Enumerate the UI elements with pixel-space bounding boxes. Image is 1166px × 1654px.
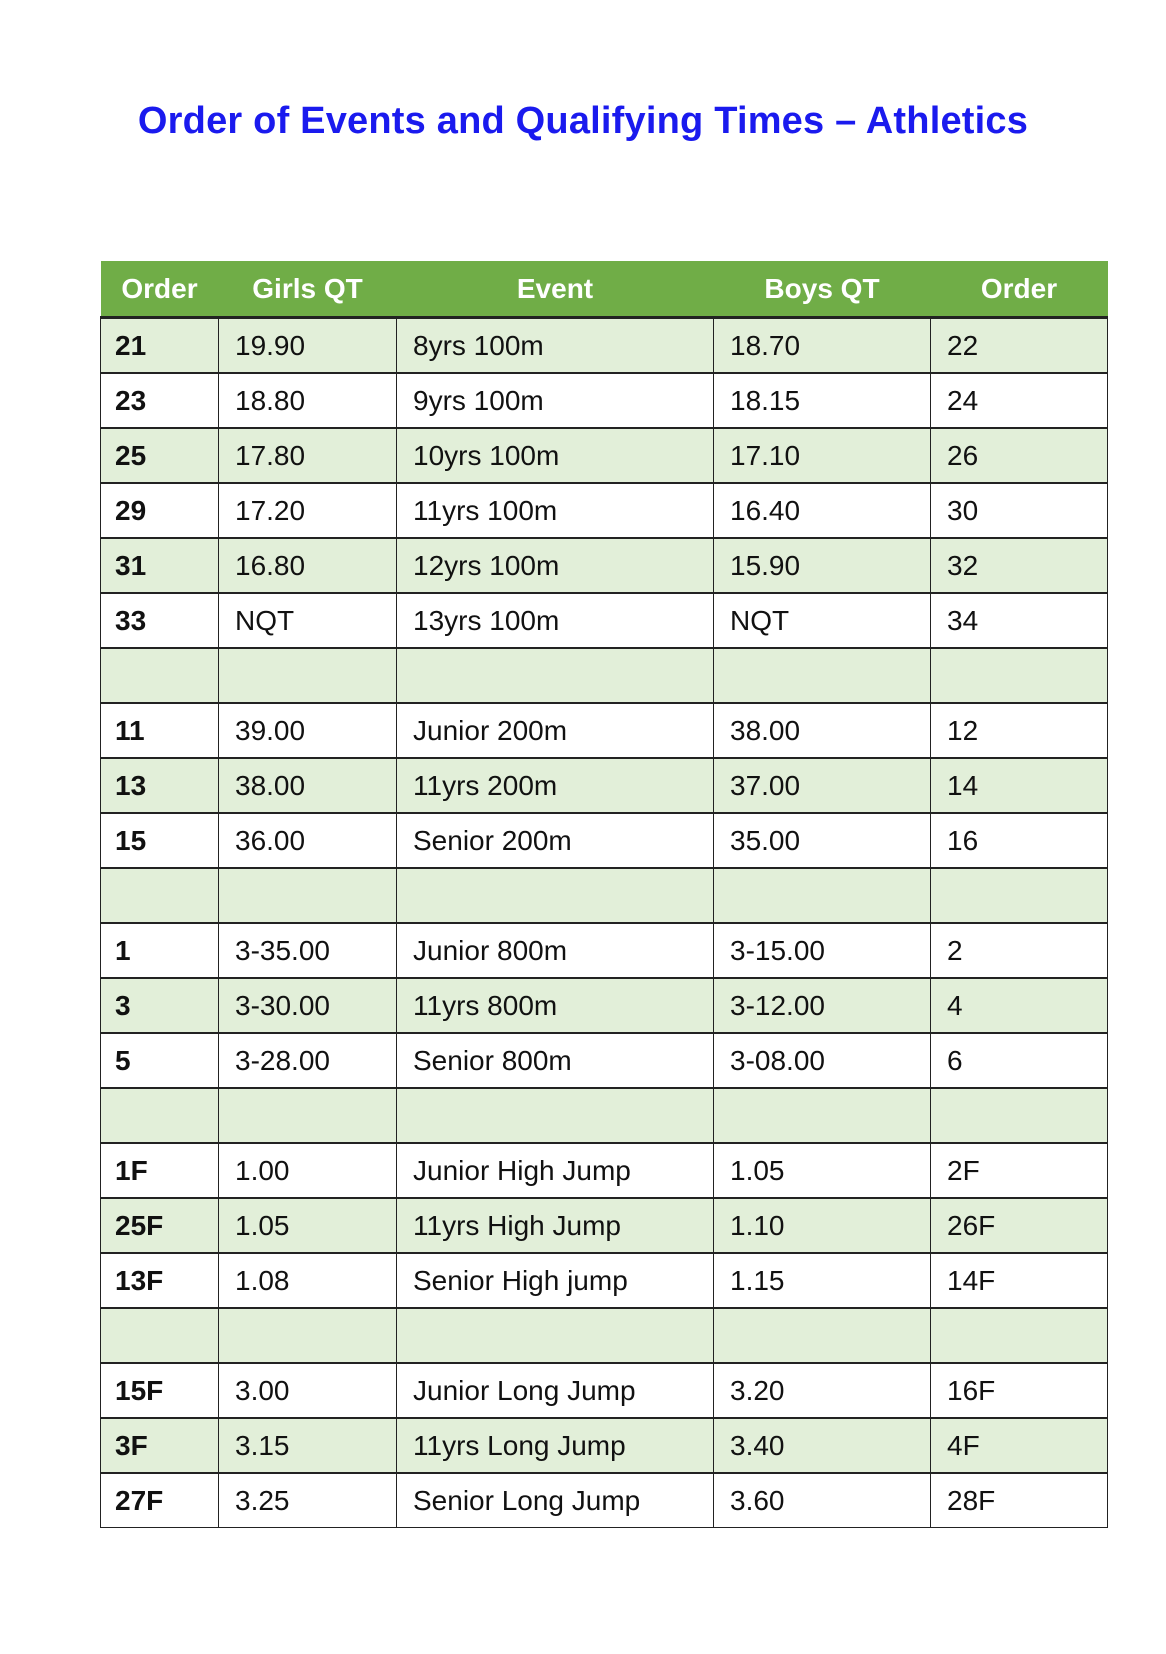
table-row (101, 868, 1108, 923)
boys-qt-cell: 17.10 (714, 428, 931, 483)
header-girls-qt: Girls QT (219, 261, 397, 318)
event-cell: 13yrs 100m (397, 593, 714, 648)
event-cell: Senior 800m (397, 1033, 714, 1088)
table-row (101, 648, 1108, 703)
girls-order-cell: 15 (101, 813, 219, 868)
boys-qt-cell: 18.15 (714, 373, 931, 428)
event-cell: 12yrs 100m (397, 538, 714, 593)
boys-qt-cell: 1.15 (714, 1253, 931, 1308)
girls-qt-cell: NQT (219, 593, 397, 648)
girls-order-cell: 29 (101, 483, 219, 538)
girls-order-cell: 3F (101, 1418, 219, 1473)
event-cell: 11yrs Long Jump (397, 1418, 714, 1473)
girls-qt-cell (219, 1308, 397, 1363)
table-row (101, 428, 1108, 483)
table-row (101, 1473, 1108, 1528)
girls-order-cell: 1 (101, 923, 219, 978)
girls-qt-cell: 3.25 (219, 1473, 397, 1528)
girls-qt-cell: 3-30.00 (219, 978, 397, 1033)
girls-order-cell: 25F (101, 1198, 219, 1253)
table-row (101, 593, 1108, 648)
event-cell: 11yrs 200m (397, 758, 714, 813)
table-row (101, 923, 1108, 978)
boys-qt-cell: 3-15.00 (714, 923, 931, 978)
table-row (101, 758, 1108, 813)
event-cell (397, 868, 714, 923)
boys-order-cell: 2F (931, 1143, 1108, 1198)
event-cell: Junior 800m (397, 923, 714, 978)
event-cell: 11yrs 800m (397, 978, 714, 1033)
boys-order-cell: 16F (931, 1363, 1108, 1418)
girls-qt-cell (219, 648, 397, 703)
table-row (101, 1198, 1108, 1253)
boys-qt-cell: 37.00 (714, 758, 931, 813)
table-row (101, 1253, 1108, 1308)
table-row (101, 1143, 1108, 1198)
boys-order-cell: 16 (931, 813, 1108, 868)
boys-qt-cell (714, 868, 931, 923)
boys-order-cell (931, 648, 1108, 703)
boys-qt-cell: 1.10 (714, 1198, 931, 1253)
girls-order-cell: 27F (101, 1473, 219, 1528)
event-cell (397, 648, 714, 703)
table-row (101, 978, 1108, 1033)
table-row (101, 703, 1108, 758)
header-girls-order: Order (101, 261, 219, 318)
boys-order-cell: 32 (931, 538, 1108, 593)
girls-qt-cell: 3-35.00 (219, 923, 397, 978)
event-cell: 11yrs 100m (397, 483, 714, 538)
boys-qt-cell (714, 648, 931, 703)
girls-order-cell: 31 (101, 538, 219, 593)
boys-qt-cell: 15.90 (714, 538, 931, 593)
girls-qt-cell: 36.00 (219, 813, 397, 868)
boys-order-cell: 4 (931, 978, 1108, 1033)
boys-order-cell: 6 (931, 1033, 1108, 1088)
boys-qt-cell: 35.00 (714, 813, 931, 868)
table-row (101, 373, 1108, 428)
girls-qt-cell: 16.80 (219, 538, 397, 593)
boys-qt-cell: 3.20 (714, 1363, 931, 1418)
boys-order-cell: 34 (931, 593, 1108, 648)
boys-order-cell: 26F (931, 1198, 1108, 1253)
girls-order-cell: 1F (101, 1143, 219, 1198)
girls-order-cell: 11 (101, 703, 219, 758)
event-cell: 9yrs 100m (397, 373, 714, 428)
table-row (101, 813, 1108, 868)
girls-qt-cell (219, 868, 397, 923)
table-row (101, 1088, 1108, 1143)
girls-order-cell: 3 (101, 978, 219, 1033)
event-cell: 11yrs High Jump (397, 1198, 714, 1253)
boys-qt-cell: 18.70 (714, 318, 931, 374)
girls-order-cell: 21 (101, 318, 219, 374)
boys-qt-cell: 3.40 (714, 1418, 931, 1473)
header-boys-order: Order (931, 261, 1108, 318)
girls-qt-cell: 17.80 (219, 428, 397, 483)
event-cell: 8yrs 100m (397, 318, 714, 374)
boys-order-cell: 12 (931, 703, 1108, 758)
girls-qt-cell: 3-28.00 (219, 1033, 397, 1088)
girls-order-cell (101, 1308, 219, 1363)
events-table (100, 261, 1108, 1528)
boys-qt-cell: 16.40 (714, 483, 931, 538)
girls-qt-cell (219, 1088, 397, 1143)
boys-order-cell: 26 (931, 428, 1108, 483)
boys-qt-cell: 1.05 (714, 1143, 931, 1198)
girls-order-cell: 25 (101, 428, 219, 483)
girls-order-cell: 15F (101, 1363, 219, 1418)
boys-order-cell: 28F (931, 1473, 1108, 1528)
event-cell: Senior 200m (397, 813, 714, 868)
girls-order-cell: 5 (101, 1033, 219, 1088)
page-title: Order of Events and Qualifying Times – Athletics (137, 100, 1029, 142)
boys-order-cell: 24 (931, 373, 1108, 428)
event-cell: Junior High Jump (397, 1143, 714, 1198)
header-row (101, 261, 1108, 318)
boys-order-cell (931, 1088, 1108, 1143)
boys-order-cell: 14 (931, 758, 1108, 813)
girls-qt-cell: 3.15 (219, 1418, 397, 1473)
girls-qt-cell: 1.05 (219, 1198, 397, 1253)
event-cell (397, 1308, 714, 1363)
boys-qt-cell: 3.60 (714, 1473, 931, 1528)
event-cell: 10yrs 100m (397, 428, 714, 483)
table-row (101, 483, 1108, 538)
boys-qt-cell: NQT (714, 593, 931, 648)
girls-qt-cell: 39.00 (219, 703, 397, 758)
table-row (101, 1363, 1108, 1418)
boys-qt-cell (714, 1088, 931, 1143)
boys-order-cell: 2 (931, 923, 1108, 978)
event-cell: Junior 200m (397, 703, 714, 758)
boys-order-cell: 4F (931, 1418, 1108, 1473)
table-header (101, 261, 1108, 318)
girls-qt-cell: 1.00 (219, 1143, 397, 1198)
girls-qt-cell: 1.08 (219, 1253, 397, 1308)
boys-order-cell: 22 (931, 318, 1108, 374)
table-row (101, 1033, 1108, 1088)
table-body (101, 318, 1108, 1528)
girls-order-cell (101, 868, 219, 923)
event-cell: Junior Long Jump (397, 1363, 714, 1418)
table-row (101, 538, 1108, 593)
girls-order-cell: 13F (101, 1253, 219, 1308)
girls-order-cell: 23 (101, 373, 219, 428)
girls-order-cell (101, 1088, 219, 1143)
girls-qt-cell: 18.80 (219, 373, 397, 428)
header-boys-qt: Boys QT (714, 261, 931, 318)
boys-order-cell: 14F (931, 1253, 1108, 1308)
girls-order-cell: 33 (101, 593, 219, 648)
girls-qt-cell: 19.90 (219, 318, 397, 374)
boys-qt-cell: 3-08.00 (714, 1033, 931, 1088)
boys-qt-cell: 38.00 (714, 703, 931, 758)
boys-order-cell (931, 1308, 1108, 1363)
table-row (101, 1418, 1108, 1473)
boys-order-cell (931, 868, 1108, 923)
girls-qt-cell: 38.00 (219, 758, 397, 813)
boys-order-cell: 30 (931, 483, 1108, 538)
girls-order-cell (101, 648, 219, 703)
event-cell: Senior High jump (397, 1253, 714, 1308)
boys-qt-cell (714, 1308, 931, 1363)
table-row (101, 1308, 1108, 1363)
girls-qt-cell: 17.20 (219, 483, 397, 538)
event-cell: Senior Long Jump (397, 1473, 714, 1528)
girls-order-cell: 13 (101, 758, 219, 813)
table-row (101, 318, 1108, 374)
header-event: Event (397, 261, 714, 318)
event-cell (397, 1088, 714, 1143)
boys-qt-cell: 3-12.00 (714, 978, 931, 1033)
girls-qt-cell: 3.00 (219, 1363, 397, 1418)
